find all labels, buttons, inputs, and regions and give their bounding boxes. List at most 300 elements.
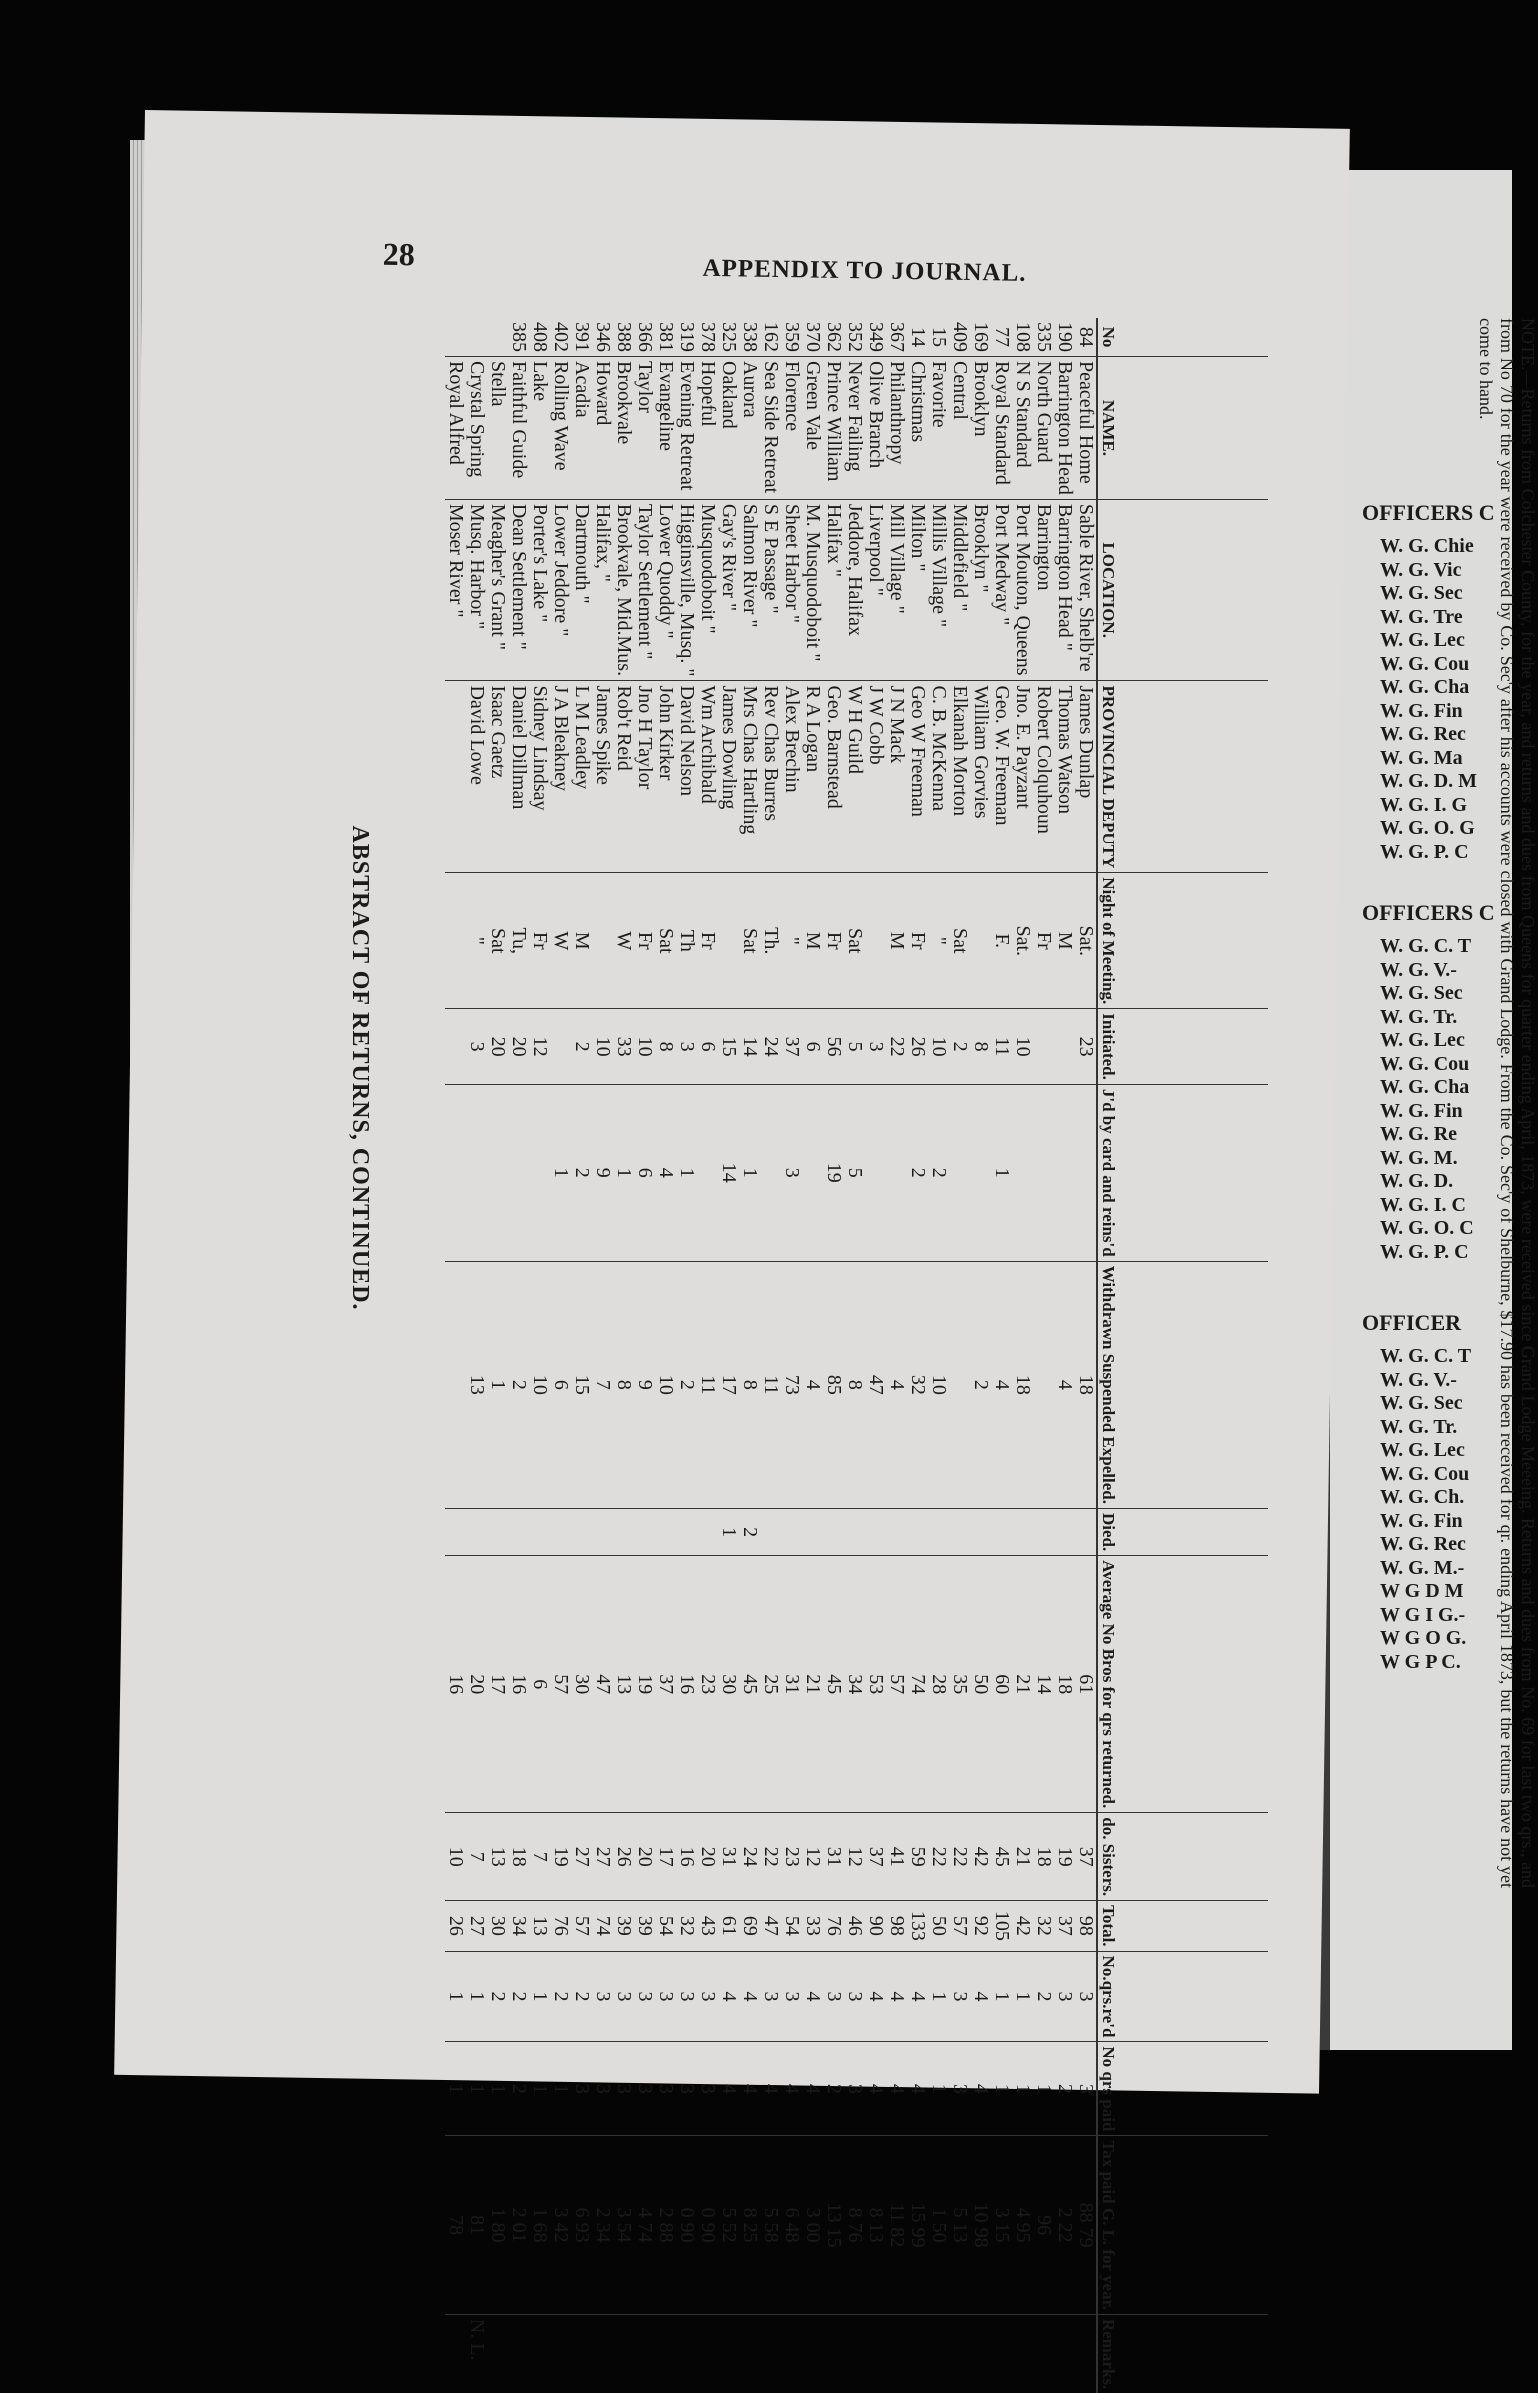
table-cell: 39 (613, 1901, 634, 1951)
table-cell (592, 1508, 613, 1555)
table-cell (550, 2314, 571, 2393)
table-cell: 85 (823, 1261, 844, 1508)
table-cell: 2 34 (592, 2136, 613, 2314)
officer-title: W. G. Tr. (1380, 1005, 1458, 1028)
table-cell: 22 (949, 1813, 970, 1901)
table-cell: Philanthropy (886, 357, 907, 500)
table-cell: 1 (445, 2042, 466, 2136)
table-cell: S E Passage " (760, 499, 781, 681)
officer-title: W. G. Fin (1380, 699, 1463, 722)
table-cell (697, 1508, 718, 1555)
table-cell: Sat (949, 873, 970, 1009)
column-header: No.qrs.re'd (1097, 1951, 1268, 2042)
table-cell: " (466, 873, 487, 1009)
table-cell: 27 (592, 1813, 613, 1901)
table-cell (487, 1084, 508, 1261)
officers-heading-2: OFFICERS C (1362, 900, 1495, 925)
table-cell: 2 (571, 1951, 592, 2042)
table-cell (592, 873, 613, 1009)
table-cell: " (928, 873, 949, 1009)
table-cell: R A Logan (802, 681, 823, 873)
table-cell: 92 (970, 1901, 991, 1951)
column-header: No qrs paid (1097, 2042, 1268, 2136)
table-cell: 33 (613, 1009, 634, 1085)
table-cell: 17 (718, 1261, 739, 1508)
table-cell: 10 (655, 1261, 676, 1508)
table-cell: 14 (739, 1009, 760, 1085)
officers-list-3 (1380, 1345, 1471, 1674)
table-cell (1054, 2314, 1075, 2393)
table-cell: Tu, (508, 873, 529, 1009)
officer-title: W. G. Lec (1380, 1029, 1465, 1051)
table-cell: 1 (1012, 2042, 1033, 2136)
table-cell: Aurora (739, 357, 760, 500)
table-cell: 8 76 (844, 2136, 865, 2314)
table-cell: 6 (550, 1261, 571, 1508)
table-cell: 19 (823, 1084, 844, 1261)
table-cell (865, 1084, 886, 1261)
table-cell: Sat (655, 873, 676, 1009)
table-cell (508, 2314, 529, 2393)
table-cell: 11 (697, 1261, 718, 1508)
table-cell: 133 (907, 1901, 928, 1951)
table-cell: 30 (571, 1556, 592, 1813)
table-cell: 4 (718, 1951, 739, 2042)
table-cell (487, 1508, 508, 1555)
table-cell (823, 1508, 844, 1555)
table-cell (823, 2314, 844, 2393)
column-header: LOCATION. (1097, 499, 1268, 681)
table-cell: 59 (907, 1813, 928, 1901)
table-cell: 1 (613, 1084, 634, 1261)
table-cell: 3 (697, 1951, 718, 2042)
table-cell: 5 13 (949, 2136, 970, 2314)
table-cell: 408 (529, 322, 551, 352)
table-cell (508, 1084, 529, 1261)
table-cell: Prince William (823, 357, 844, 500)
table-cell: Royal Standard (991, 357, 1012, 500)
table-cell: 391 (571, 322, 593, 352)
table-cell: 14 (907, 327, 929, 347)
table-cell: Evening Retreat (676, 357, 697, 500)
table-cell: 1 (550, 1084, 571, 1261)
table-cell: 4 (802, 2042, 823, 2136)
table-cell: Jno H Taylor (634, 681, 655, 873)
table-cell: 7 (529, 1813, 550, 1901)
officer-title: W. G. Cou (1380, 652, 1470, 675)
officer-title: W. G. Cha (1380, 1076, 1470, 1098)
table-cell: M (1054, 873, 1075, 1009)
table-row (928, 318, 949, 2393)
table-cell: 2 (676, 1261, 697, 1508)
officer-title: W. G. Ch. (1380, 1486, 1465, 1508)
table-cell: 69 (739, 1901, 760, 1951)
table-row (529, 318, 550, 2393)
table-row (676, 318, 697, 2393)
officer-title: W. G. V.- (1380, 958, 1457, 981)
table-cell: 23 (697, 1556, 718, 1813)
table-cell: Middlefield " (949, 499, 970, 681)
table-cell: 10 (1012, 1009, 1033, 1085)
table-cell: 96 (1033, 2136, 1054, 2314)
table-cell (949, 1084, 970, 1261)
table-cell: 15 (571, 1261, 592, 1508)
table-cell: 22 (886, 1009, 907, 1085)
table-cell: Sidney Lindsay (529, 681, 550, 873)
table-cell (466, 1508, 487, 1555)
table-cell (655, 1508, 676, 1555)
table-cell: 11 82 (886, 2136, 907, 2314)
table-cell: 2 (487, 1951, 508, 2042)
column-header: Remarks. (1097, 2314, 1268, 2393)
officer-title: W. G. V.- (1380, 1368, 1457, 1391)
returns-table (445, 318, 1268, 2393)
table-cell: 4 74 (634, 2136, 655, 2314)
table-cell (445, 318, 466, 357)
table-cell: 3 (613, 1951, 634, 2042)
table-cell: 26 (445, 1901, 466, 1951)
table-cell: 1 (529, 1951, 550, 2042)
table-cell (697, 1084, 718, 1261)
table-cell: 14 (1033, 1556, 1054, 1813)
table-cell (1075, 1084, 1097, 1261)
table-cell: 1 (466, 2042, 487, 2136)
table-row (466, 318, 487, 2393)
table-cell: 76 (823, 1901, 844, 1951)
table-cell: Moser River " (445, 499, 466, 681)
table-cell: 6 (697, 1009, 718, 1085)
table-cell: 21 (1012, 1556, 1033, 1813)
table-cell (949, 1508, 970, 1555)
running-head: APPENDIX TO JOURNAL. (702, 254, 1027, 287)
table-cell: 9 (634, 1261, 655, 1508)
table-cell (550, 1009, 571, 1085)
table-cell: 54 (781, 1901, 802, 1951)
table-cell: 7 (592, 1261, 613, 1508)
table-cell: 98 (886, 1901, 907, 1951)
table-cell (529, 1084, 550, 1261)
table-cell: Howard (592, 357, 613, 500)
table-cell: Elkanah Morton (949, 681, 970, 873)
table-cell: Fr (1033, 873, 1054, 1009)
table-cell: F. (991, 873, 1012, 1009)
table-cell: 13 15 (823, 2136, 844, 2314)
table-row (760, 318, 781, 2393)
table-cell: N S Standard (1012, 357, 1033, 500)
table-cell: 41 (886, 1813, 907, 1901)
table-cell: 45 (823, 1556, 844, 1813)
table-body (445, 318, 1097, 2393)
table-cell: 2 88 (655, 2136, 676, 2314)
table-cell: William Gorvies (970, 681, 991, 873)
table-cell (1075, 1508, 1097, 1555)
table-cell: 1 (928, 1951, 949, 2042)
table-cell: 362 (823, 322, 845, 352)
table-cell (928, 1508, 949, 1555)
table-cell: 2 (928, 1084, 949, 1261)
table-cell: 21 (802, 1556, 823, 1813)
officer-title: W. G. Sec (1380, 582, 1463, 604)
table-cell: M. Musquodoboit " (802, 499, 823, 681)
table-cell: Stella (487, 357, 508, 500)
column-header: J'd by card and reins'd (1097, 1084, 1268, 1261)
table-cell: 17 (487, 1556, 508, 1813)
table-cell: 31 (718, 1813, 739, 1901)
table-cell: 22 (928, 1813, 949, 1901)
table-cell (697, 2314, 718, 2393)
table-cell: 77 (991, 327, 1013, 347)
table-cell: 35 (949, 1556, 970, 1813)
table-cell: 1 (1033, 2042, 1054, 2136)
officer-title: W. G. I. G (1380, 793, 1468, 816)
table-cell (886, 2314, 907, 2393)
table-cell: 3 (781, 1951, 802, 2042)
table-cell (1033, 1508, 1054, 1555)
table-cell: 32 (1033, 1901, 1054, 1951)
table-cell (718, 2314, 739, 2393)
table-cell: Crystal Spring (466, 357, 487, 500)
table-cell (928, 2314, 949, 2393)
table-cell (508, 1508, 529, 1555)
table-cell (571, 2314, 592, 2393)
table-cell: 2 (1054, 2042, 1075, 2136)
table-cell: 4 95 (1012, 2136, 1033, 2314)
table-cell: Sable River, Shelb're (1075, 499, 1097, 681)
table-cell (487, 2314, 508, 2393)
table-cell: N. L. (466, 2314, 487, 2393)
table-cell: 5 58 (760, 2136, 781, 2314)
table-cell: Port Medway " (991, 499, 1012, 681)
officer-title: W. G. Lec (1380, 629, 1465, 651)
table-cell (802, 1508, 823, 1555)
table-cell: 1 (550, 2042, 571, 2136)
table-row (445, 318, 466, 2393)
table-cell: 335 (1033, 322, 1055, 352)
table-cell: Daniel Dillman (508, 681, 529, 873)
table-cell: Lower Jeddore " (550, 499, 571, 681)
officer-title: W. G. Lec (1380, 1439, 1465, 1461)
table-cell: 3 (1075, 2042, 1097, 2136)
table-cell: 4 (718, 2042, 739, 2136)
table-cell: Meagher's Grant " (487, 499, 508, 681)
table-cell: 30 (487, 1901, 508, 1951)
officers-list-1 (1380, 535, 1477, 864)
table-cell: 4 (865, 2042, 886, 2136)
table-cell: Acadia (571, 357, 592, 500)
officer-title: W. G. Cha (1380, 676, 1470, 698)
table-cell: 3 (676, 1009, 697, 1085)
table-cell (613, 1508, 634, 1555)
table-cell (487, 318, 508, 357)
table-cell: David Lowe (466, 681, 487, 873)
table-cell: 4 (781, 2042, 802, 2136)
table-cell: Brooklyn (970, 357, 991, 500)
table-cell: Sat. (1012, 873, 1033, 1009)
table-cell: 23 (1075, 1009, 1097, 1085)
table-cell (445, 873, 466, 1009)
table-row (718, 318, 739, 2393)
table-row (949, 318, 970, 2393)
officer-title: W. G. M.- (1380, 1556, 1465, 1579)
table-cell: 27 (571, 1813, 592, 1901)
table-cell: 18 (508, 1813, 529, 1901)
table-cell: Isaac Gaetz (487, 681, 508, 873)
table-cell (970, 2314, 991, 2393)
table-row (508, 318, 529, 2393)
table-cell: 8 25 (739, 2136, 760, 2314)
table-cell: Porter's Lake " (529, 499, 550, 681)
abstract-title: ABSTRACT OF RETURNS, CONTINUED. (347, 825, 373, 1311)
table-cell: 385 (508, 322, 530, 352)
table-cell: 47 (592, 1556, 613, 1813)
table-cell: 4 (886, 2042, 907, 2136)
officer-title: W. G. Re (1380, 1123, 1458, 1145)
table-header-row (1097, 318, 1268, 2393)
table-cell: 12 (529, 1009, 550, 1085)
table-cell: 381 (655, 322, 677, 352)
table-cell: Millis Village " (928, 499, 949, 681)
officer-title: W. G. P. C (1380, 1240, 1469, 1263)
table-cell: 24 (760, 1009, 781, 1085)
officer-title: W. G. Ma (1380, 746, 1463, 769)
table-cell (1033, 1084, 1054, 1261)
table-cell (907, 2314, 928, 2393)
table-cell: 4 (739, 1951, 760, 2042)
table-cell: 402 (550, 322, 572, 352)
officer-title: W. G. Rec (1380, 1533, 1466, 1555)
table-cell: 45 (991, 1813, 1012, 1901)
table-cell: 26 (613, 1813, 634, 1901)
page-number: 28 (382, 235, 416, 273)
table-cell: James Dowling (718, 681, 739, 873)
table-cell: J A Bleakney (550, 681, 571, 873)
table-cell: 57 (949, 1901, 970, 1951)
table-cell: 31 (781, 1556, 802, 1813)
table-cell: 3 (949, 2042, 970, 2136)
table-row (739, 318, 760, 2393)
table-cell: W (550, 873, 571, 1009)
column-header: Withdrawn Suspended Expelled. (1097, 1261, 1268, 1508)
table-cell: 2 (508, 1951, 529, 2042)
table-cell: 8 (844, 1261, 865, 1508)
table-cell: Jeddore, Halifax (844, 499, 865, 681)
table-cell: 28 (928, 1556, 949, 1813)
table-cell: 4 (907, 2042, 928, 2136)
table-cell: 10 98 (970, 2136, 991, 2314)
table-cell: 3 (592, 1951, 613, 2042)
table-cell: 22 (760, 1813, 781, 1901)
table-cell: Halifax, " (592, 499, 613, 681)
officer-title: W. G. Sec (1380, 982, 1463, 1004)
table-cell: W H Guild (844, 681, 865, 873)
table-cell (466, 1084, 487, 1261)
table-cell: M (802, 873, 823, 1009)
table-cell: 3 (571, 2042, 592, 2136)
table-cell: 19 (1054, 1813, 1075, 1901)
table-cell: 12 (802, 1813, 823, 1901)
table-cell: 76 (550, 1901, 571, 1951)
table-cell: Gay's River " (718, 499, 739, 681)
table-cell: 378 (697, 322, 719, 352)
table-cell: 4 (865, 1951, 886, 2042)
table-cell: Sea Side Retreat (760, 357, 781, 500)
table-cell: 108 (1012, 322, 1034, 352)
table-cell: 7 (466, 1813, 487, 1901)
table-cell: Olive Branch (865, 357, 886, 500)
column-header: Tax paid G. L. for year. (1097, 2136, 1268, 2314)
table-cell: Higginsville, Musq. " (676, 499, 697, 681)
table-cell: 2 22 (1054, 2136, 1075, 2314)
table-cell: 13 (529, 1901, 550, 1951)
table-cell: Sat. (1075, 873, 1097, 1009)
officer-title: W. G. Cou (1380, 1462, 1470, 1485)
table-cell (886, 1508, 907, 1555)
officer-title: W. G. C. T (1380, 1345, 1472, 1367)
table-cell: Dean Settlement " (508, 499, 529, 681)
table-cell: 3 00 (802, 2136, 823, 2314)
table-cell: 4 (760, 2042, 781, 2136)
table-cell (760, 1084, 781, 1261)
table-cell (1012, 1084, 1033, 1261)
table-cell: 5 (844, 1084, 865, 1261)
table-cell: Th (676, 873, 697, 1009)
table-cell: Halifax " (823, 499, 844, 681)
table-cell (844, 1508, 865, 1555)
table-row (1075, 318, 1097, 2393)
table-cell: 6 93 (571, 2136, 592, 2314)
table-cell: 1 50 (928, 2136, 949, 2314)
table-cell: 20 (487, 1009, 508, 1085)
table-cell: 8 (970, 1009, 991, 1085)
table-cell (865, 873, 886, 1009)
officers-heading-1: OFFICERS C (1362, 500, 1495, 525)
table-cell: 16 (508, 1556, 529, 1813)
table-cell: 90 (865, 1901, 886, 1951)
table-cell (655, 2314, 676, 2393)
table-cell: Alex Brechin (781, 681, 802, 873)
table-cell: 84 (1075, 327, 1097, 347)
table-cell: 319 (676, 322, 698, 352)
table-cell: 3 (865, 1009, 886, 1085)
table-cell: 2 (739, 1508, 760, 1555)
table-cell: 15 (928, 327, 950, 347)
table-cell: 5 (844, 1009, 865, 1085)
table-cell: 4 (991, 1261, 1012, 1508)
table-cell: North Guard (1033, 357, 1054, 500)
table-cell: 20 (466, 1556, 487, 1813)
table-cell (802, 2314, 823, 2393)
table-row (907, 318, 928, 2393)
table-cell: 10 (445, 1813, 466, 1901)
table-cell (760, 2314, 781, 2393)
table-cell: Sheet Harbor " (781, 499, 802, 681)
table-cell: Barrington Head (1054, 357, 1075, 500)
table-cell (970, 1084, 991, 1261)
table-cell: 57 (550, 1556, 571, 1813)
table-cell: 6 48 (781, 2136, 802, 2314)
table-cell: 10 (592, 1009, 613, 1085)
table-cell: Fr (907, 873, 928, 1009)
table-cell: Never Failing (844, 357, 865, 500)
table-cell: 37 (865, 1813, 886, 1901)
table-cell: 1 80 (487, 2136, 508, 2314)
table-cell (1033, 2314, 1054, 2393)
table-cell: Central (949, 357, 970, 500)
table-cell: 15 (718, 1009, 739, 1085)
table-cell (676, 1508, 697, 1555)
table-cell: 2 (571, 1009, 592, 1085)
table-cell: Rob't Reid (613, 681, 634, 873)
